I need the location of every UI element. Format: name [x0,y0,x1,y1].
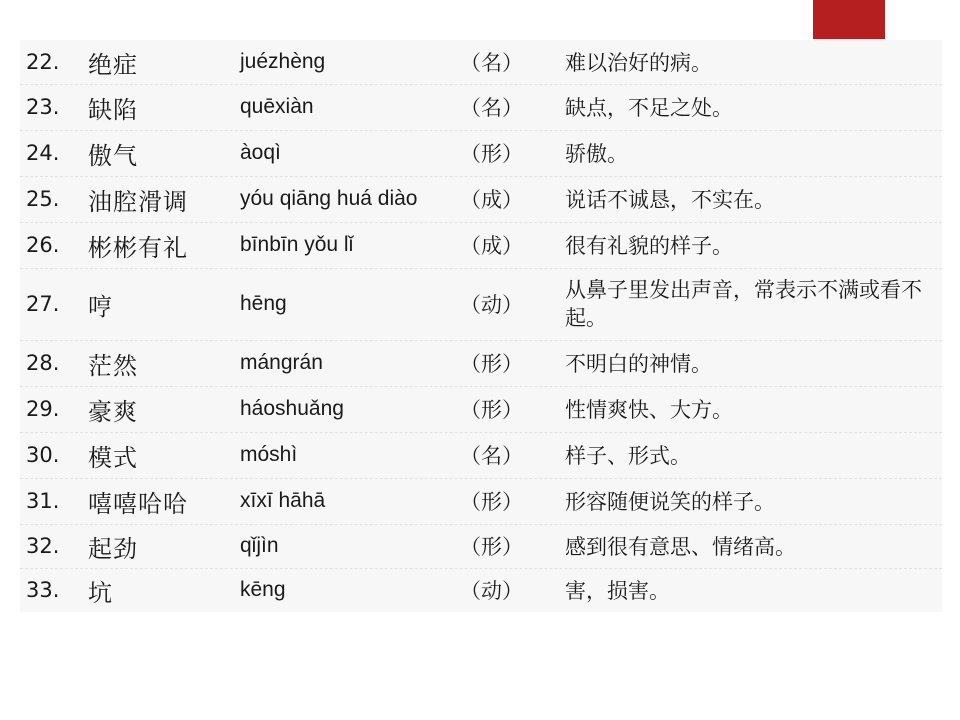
entry-pinyin: móshì [240,443,298,466]
entry-number: 32. [26,534,60,558]
vocab-table [20,40,942,612]
vocab-row [20,568,942,612]
entry-number: 28. [26,351,60,375]
entry-number: 22. [26,50,60,74]
entry-part-of-speech: （形） [460,352,523,376]
entry-number: 29. [26,397,60,421]
entry-number: 31. [26,489,60,513]
vocab-row [20,176,942,223]
entry-definition: 样子、形式。 [565,444,691,468]
entry-pinyin: háoshuǎng [240,397,344,420]
entry-part-of-speech: （形） [460,490,523,514]
accent-block [813,0,885,39]
entry-number: 23. [26,95,60,119]
entry-pinyin: hēng [240,292,287,315]
entry-word: 哼 [88,292,113,321]
entry-pinyin: àoqì [240,141,281,164]
entry-word: 豪爽 [88,397,138,426]
vocab-row [20,524,942,569]
vocab-row [20,40,942,85]
entry-definition: 说话不诚恳，不实在。 [565,188,775,212]
entry-definition: 形容随便说笑的样子。 [565,490,775,514]
entry-word: 缺陷 [88,95,138,124]
entry-number: 33. [26,578,60,602]
entry-pinyin: bīnbīn yǒu lǐ [240,233,354,256]
entry-definition: 骄傲。 [565,142,628,166]
entry-part-of-speech: （动） [460,579,523,603]
entry-definition: 性情爽快、大方。 [565,398,733,422]
entry-word: 彬彬有礼 [88,233,188,262]
vocab-row [20,130,942,177]
entry-definition: 害，损害。 [565,579,670,603]
entry-definition: 难以治好的病。 [565,51,712,75]
entry-definition: 缺点，不足之处。 [565,96,733,120]
entry-pinyin: qǐjìn [240,534,279,557]
entry-word: 茫然 [88,351,138,380]
entry-definition: 不明白的神情。 [565,352,712,376]
entry-number: 24. [26,141,60,165]
entry-word: 油腔滑调 [88,187,188,216]
vocab-row [20,84,942,131]
entry-definition: 感到很有意思、情绪高。 [565,535,796,559]
entry-word: 绝症 [88,50,138,79]
vocab-row [20,340,942,387]
entry-word: 模式 [88,443,138,472]
entry-pinyin: mángrán [240,351,323,374]
entry-number: 25. [26,187,60,211]
entry-pinyin: xīxī hāhā [240,489,326,512]
entry-number: 27. [26,292,60,316]
entry-part-of-speech: （形） [460,535,523,559]
vocab-row [20,432,942,479]
entry-part-of-speech: （形） [460,142,523,166]
vocab-row [20,386,942,433]
entry-part-of-speech: （成） [460,188,523,212]
entry-word: 坑 [88,578,113,607]
vocab-row [20,478,942,525]
entry-part-of-speech: （形） [460,398,523,422]
entry-word: 嘻嘻哈哈 [88,489,188,518]
entry-part-of-speech: （成） [460,234,523,258]
entry-pinyin: quēxiàn [240,95,314,118]
entry-part-of-speech: （动） [460,293,523,317]
entry-word: 起劲 [88,534,138,563]
entry-pinyin: kēng [240,578,286,601]
entry-definition: 很有礼貌的样子。 [565,234,733,258]
entry-pinyin: yóu qiāng huá diào [240,187,418,210]
vocab-row [20,268,942,341]
entry-part-of-speech: （名） [460,96,523,120]
entry-part-of-speech: （名） [460,51,523,75]
entry-pinyin: juézhèng [240,50,326,73]
entry-number: 30. [26,443,60,467]
entry-number: 26. [26,233,60,257]
entry-part-of-speech: （名） [460,444,523,468]
entry-word: 傲气 [88,141,138,170]
vocab-row [20,222,942,269]
entry-definition: 从鼻子里发出声音，常表示不满或看不起。 [565,278,922,330]
